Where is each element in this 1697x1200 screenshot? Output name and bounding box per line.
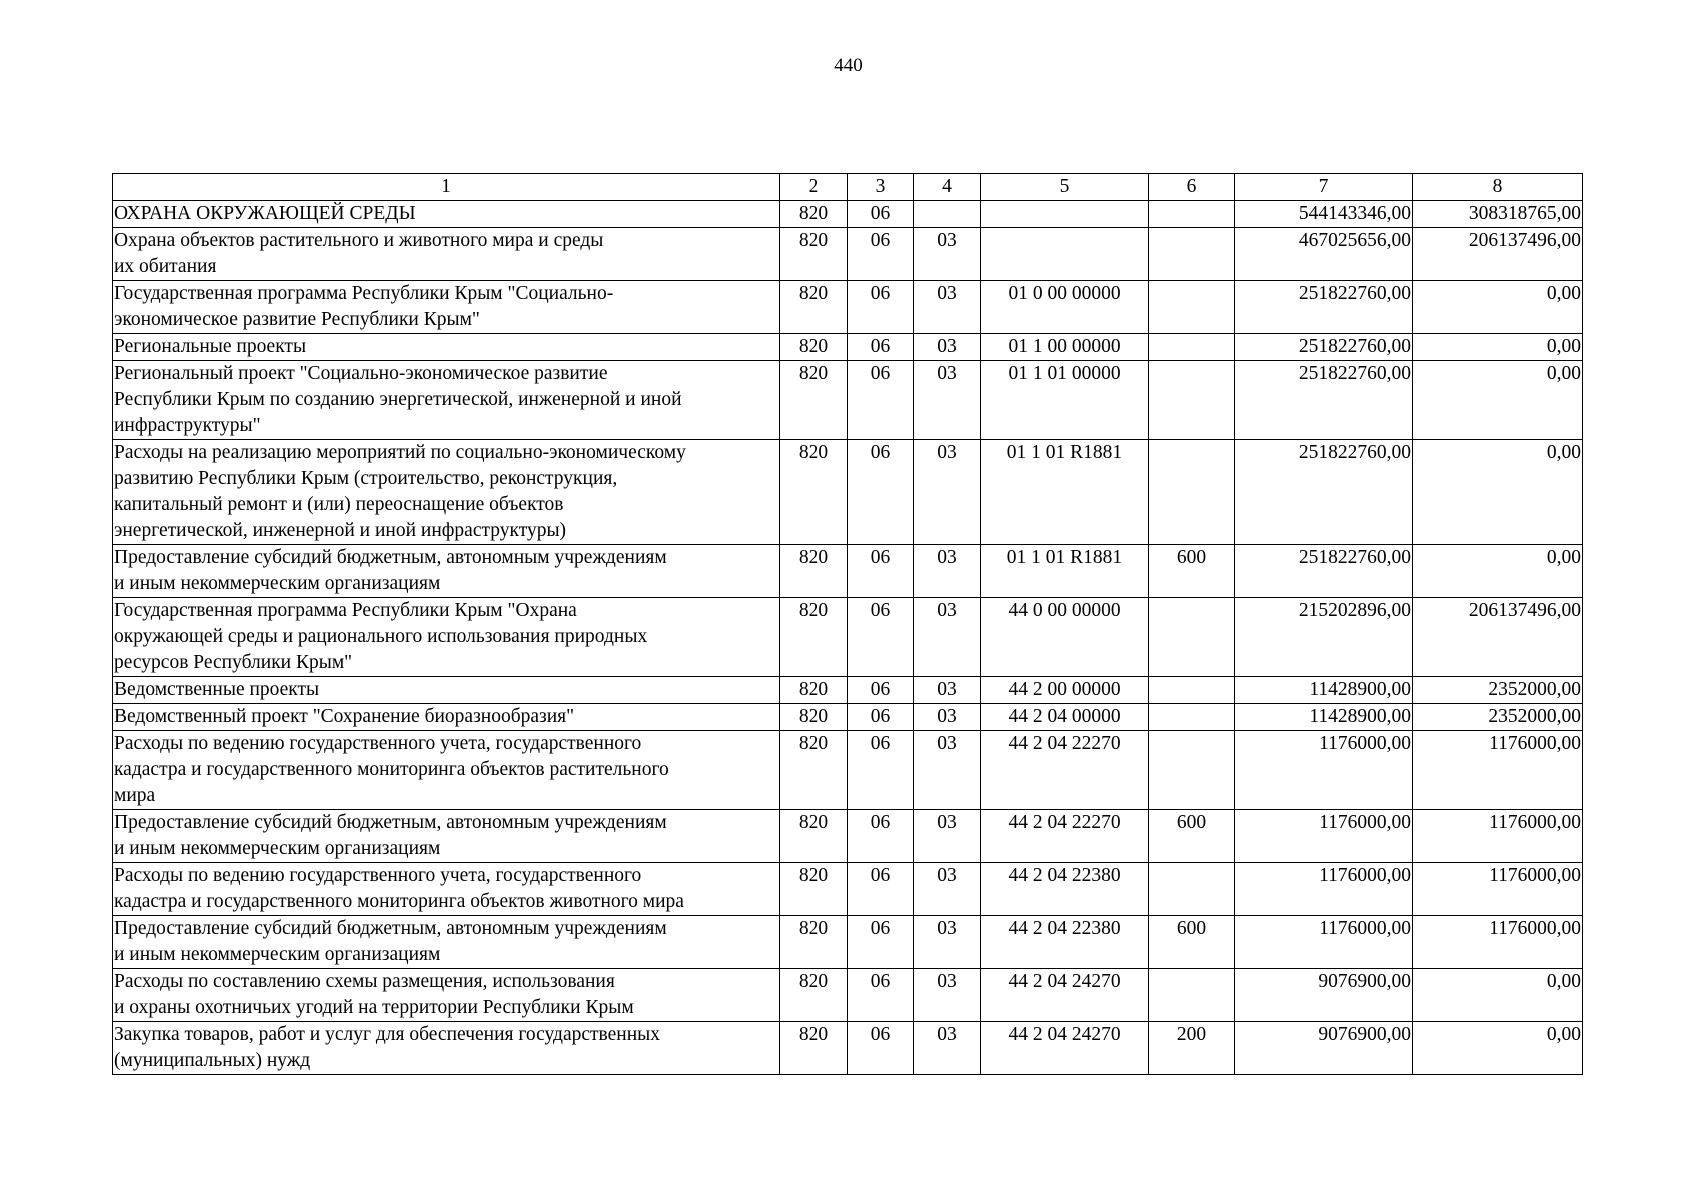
table-row	[113, 704, 1583, 731]
expense-type-cell	[1149, 731, 1235, 810]
ministry-code-cell: 820	[780, 1022, 848, 1075]
expense-type-cell	[1149, 281, 1235, 334]
target-article-cell: 01 1 00 00000	[981, 334, 1149, 361]
amount-col8-cell: 0,00	[1413, 361, 1583, 440]
amount-col8-cell: 0,00	[1413, 440, 1583, 545]
expense-type-cell	[1149, 704, 1235, 731]
amount-col7-cell: 11428900,00	[1235, 677, 1413, 704]
target-article-cell: 44 2 04 24270	[981, 1022, 1149, 1075]
amount-col7-cell: 251822760,00	[1235, 545, 1413, 598]
page-number: 440	[834, 55, 863, 76]
table-row	[113, 228, 1583, 281]
ministry-code-cell: 820	[780, 334, 848, 361]
ministry-code-cell: 820	[780, 545, 848, 598]
section-code-cell: 06	[848, 228, 914, 281]
row-name-cell: Ведомственный проект "Сохранение биоразнообразия"	[113, 704, 780, 731]
expense-type-cell: 600	[1149, 810, 1235, 863]
ministry-code-cell: 820	[780, 916, 848, 969]
amount-col8-cell: 1176000,00	[1413, 916, 1583, 969]
amount-col8-cell: 308318765,00	[1413, 201, 1583, 228]
target-article-cell: 44 2 04 24270	[981, 969, 1149, 1022]
expense-type-cell	[1149, 440, 1235, 545]
amount-col8-cell: 2352000,00	[1413, 704, 1583, 731]
ministry-code-cell: 820	[780, 704, 848, 731]
ministry-code-cell: 820	[780, 201, 848, 228]
column-header: 4	[914, 174, 981, 201]
target-article-cell	[981, 228, 1149, 281]
subsection-code-cell: 03	[914, 281, 981, 334]
row-name-cell: Расходы по ведению государственного учета, государственного кадастра и государственного мониторинга объектов животного мира	[113, 863, 780, 916]
subsection-code-cell: 03	[914, 704, 981, 731]
target-article-cell: 01 1 01 00000	[981, 361, 1149, 440]
amount-col7-cell: 9076900,00	[1235, 969, 1413, 1022]
ministry-code-cell: 820	[780, 969, 848, 1022]
expense-type-cell	[1149, 201, 1235, 228]
amount-col7-cell: 251822760,00	[1235, 440, 1413, 545]
row-name-cell: Предоставление субсидий бюджетным, автономным учреждениям и иным некоммерческим организациям	[113, 810, 780, 863]
target-article-cell: 44 2 04 22270	[981, 810, 1149, 863]
column-header: 1	[113, 174, 780, 201]
target-article-cell: 44 2 04 22380	[981, 863, 1149, 916]
column-header: 5	[981, 174, 1149, 201]
expense-type-cell	[1149, 863, 1235, 916]
section-code-cell: 06	[848, 598, 914, 677]
amount-col8-cell: 206137496,00	[1413, 228, 1583, 281]
subsection-code-cell: 03	[914, 916, 981, 969]
section-code-cell: 06	[848, 201, 914, 228]
expense-type-cell	[1149, 969, 1235, 1022]
section-code-cell: 06	[848, 677, 914, 704]
table-row	[113, 545, 1583, 598]
table-row	[113, 916, 1583, 969]
ministry-code-cell: 820	[780, 228, 848, 281]
row-name-cell: Закупка товаров, работ и услуг для обеспечения государственных (муниципальных) нужд	[113, 1022, 780, 1075]
target-article-cell: 01 1 01 R1881	[981, 440, 1149, 545]
subsection-code-cell: 03	[914, 361, 981, 440]
target-article-cell: 01 1 01 R1881	[981, 545, 1149, 598]
subsection-code-cell: 03	[914, 810, 981, 863]
table-row	[113, 677, 1583, 704]
ministry-code-cell: 820	[780, 281, 848, 334]
ministry-code-cell: 820	[780, 731, 848, 810]
amount-col7-cell: 9076900,00	[1235, 1022, 1413, 1075]
expense-type-cell	[1149, 598, 1235, 677]
table-row	[113, 334, 1583, 361]
amount-col7-cell: 1176000,00	[1235, 863, 1413, 916]
ministry-code-cell: 820	[780, 863, 848, 916]
table-row	[113, 863, 1583, 916]
table-row	[113, 440, 1583, 545]
subsection-code-cell: 03	[914, 440, 981, 545]
table-row	[113, 731, 1583, 810]
ministry-code-cell: 820	[780, 598, 848, 677]
section-code-cell: 06	[848, 334, 914, 361]
expense-type-cell	[1149, 677, 1235, 704]
section-code-cell: 06	[848, 731, 914, 810]
subsection-code-cell: 03	[914, 334, 981, 361]
expense-type-cell	[1149, 334, 1235, 361]
row-name-cell: Региональный проект "Социально-экономическое развитие Республики Крым по созданию энергетической, инженерной и иной инфраструктуры"	[113, 361, 780, 440]
section-code-cell: 06	[848, 281, 914, 334]
section-code-cell: 06	[848, 810, 914, 863]
subsection-code-cell: 03	[914, 731, 981, 810]
amount-col7-cell: 215202896,00	[1235, 598, 1413, 677]
row-name-cell: Государственная программа Республики Крым "Охрана окружающей среды и рационального использования природных ресурсов Республики Крым"	[113, 598, 780, 677]
header-row	[113, 174, 1583, 201]
amount-col8-cell: 206137496,00	[1413, 598, 1583, 677]
amount-col8-cell: 0,00	[1413, 545, 1583, 598]
amount-col8-cell: 1176000,00	[1413, 731, 1583, 810]
target-article-cell: 44 0 00 00000	[981, 598, 1149, 677]
amount-col7-cell: 251822760,00	[1235, 334, 1413, 361]
row-name-cell: Государственная программа Республики Крым "Социально- экономическое развитие Республики Крым"	[113, 281, 780, 334]
section-code-cell: 06	[848, 916, 914, 969]
target-article-cell: 44 2 00 00000	[981, 677, 1149, 704]
subsection-code-cell	[914, 201, 981, 228]
amount-col7-cell: 251822760,00	[1235, 281, 1413, 334]
row-name-cell: Предоставление субсидий бюджетным, автономным учреждениям и иным некоммерческим организациям	[113, 545, 780, 598]
table-row	[113, 201, 1583, 228]
expense-type-cell: 200	[1149, 1022, 1235, 1075]
row-name-cell: Ведомственные проекты	[113, 677, 780, 704]
column-header: 7	[1235, 174, 1413, 201]
row-name-cell: Расходы по ведению государственного учета, государственного кадастра и государственного мониторинга объектов растительного мира	[113, 731, 780, 810]
table-row	[113, 969, 1583, 1022]
row-name-cell: ОХРАНА ОКРУЖАЮЩЕЙ СРЕДЫ	[113, 201, 780, 228]
expense-type-cell	[1149, 228, 1235, 281]
table-row	[113, 598, 1583, 677]
subsection-code-cell: 03	[914, 228, 981, 281]
subsection-code-cell: 03	[914, 969, 981, 1022]
expense-type-cell: 600	[1149, 916, 1235, 969]
amount-col7-cell: 11428900,00	[1235, 704, 1413, 731]
row-name-cell: Расходы на реализацию мероприятий по социально-экономическому развитию Республики Крым (строительство, реконструкция, капитальный ремонт и (или) переоснащение объектов энергетической, инженерной и иной инфраструктуры)	[113, 440, 780, 545]
section-code-cell: 06	[848, 361, 914, 440]
target-article-cell: 44 2 04 22380	[981, 916, 1149, 969]
amount-col8-cell: 0,00	[1413, 281, 1583, 334]
amount-col7-cell: 544143346,00	[1235, 201, 1413, 228]
ministry-code-cell: 820	[780, 810, 848, 863]
expense-type-cell	[1149, 361, 1235, 440]
target-article-cell	[981, 201, 1149, 228]
amount-col8-cell: 1176000,00	[1413, 863, 1583, 916]
amount-col8-cell: 1176000,00	[1413, 810, 1583, 863]
amount-col8-cell: 0,00	[1413, 1022, 1583, 1075]
amount-col8-cell: 0,00	[1413, 334, 1583, 361]
ministry-code-cell: 820	[780, 361, 848, 440]
target-article-cell: 44 2 04 00000	[981, 704, 1149, 731]
subsection-code-cell: 03	[914, 545, 981, 598]
ministry-code-cell: 820	[780, 440, 848, 545]
column-header: 2	[780, 174, 848, 201]
amount-col8-cell: 2352000,00	[1413, 677, 1583, 704]
column-header: 3	[848, 174, 914, 201]
table-row	[113, 281, 1583, 334]
section-code-cell: 06	[848, 969, 914, 1022]
amount-col8-cell: 0,00	[1413, 969, 1583, 1022]
ministry-code-cell: 820	[780, 677, 848, 704]
amount-col7-cell: 251822760,00	[1235, 361, 1413, 440]
column-header: 6	[1149, 174, 1235, 201]
subsection-code-cell: 03	[914, 863, 981, 916]
row-name-cell: Расходы по составлению схемы размещения, использования и охраны охотничьих угодий на территории Республики Крым	[113, 969, 780, 1022]
table-row	[113, 810, 1583, 863]
table-row	[113, 361, 1583, 440]
section-code-cell: 06	[848, 545, 914, 598]
row-name-cell: Охрана объектов растительного и животного мира и среды их обитания	[113, 228, 780, 281]
amount-col7-cell: 467025656,00	[1235, 228, 1413, 281]
section-code-cell: 06	[848, 704, 914, 731]
expense-type-cell: 600	[1149, 545, 1235, 598]
amount-col7-cell: 1176000,00	[1235, 916, 1413, 969]
column-header: 8	[1413, 174, 1583, 201]
section-code-cell: 06	[848, 1022, 914, 1075]
subsection-code-cell: 03	[914, 677, 981, 704]
target-article-cell: 01 0 00 00000	[981, 281, 1149, 334]
subsection-code-cell: 03	[914, 1022, 981, 1075]
amount-col7-cell: 1176000,00	[1235, 731, 1413, 810]
section-code-cell: 06	[848, 440, 914, 545]
budget-table	[112, 173, 1583, 1075]
section-code-cell: 06	[848, 863, 914, 916]
subsection-code-cell: 03	[914, 598, 981, 677]
row-name-cell: Региональные проекты	[113, 334, 780, 361]
amount-col7-cell: 1176000,00	[1235, 810, 1413, 863]
row-name-cell: Предоставление субсидий бюджетным, автономным учреждениям и иным некоммерческим организациям	[113, 916, 780, 969]
table-row	[113, 1022, 1583, 1075]
target-article-cell: 44 2 04 22270	[981, 731, 1149, 810]
